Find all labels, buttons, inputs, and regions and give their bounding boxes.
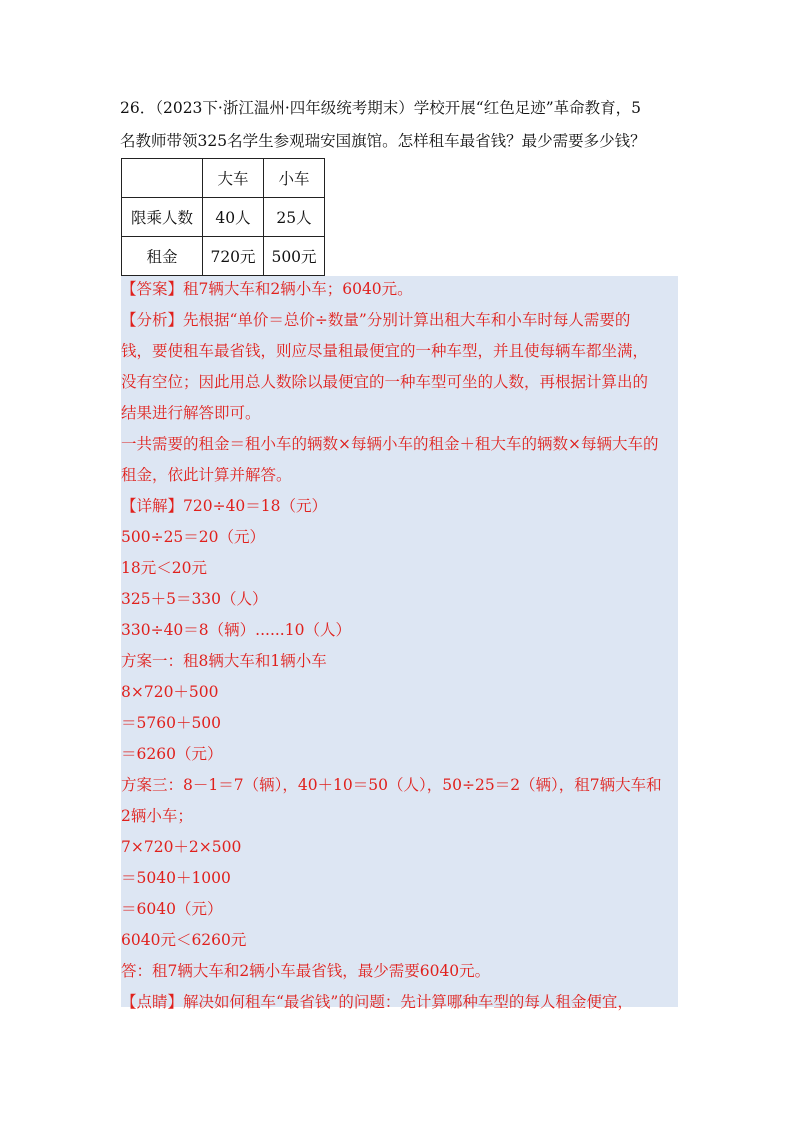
solution-line: 租金，依此计算并解答。 — [121, 466, 292, 484]
solution-line: 方案三：8－1＝7（辆），40＋10＝50（人），50÷25＝2（辆），租7辆大车和 — [121, 776, 662, 794]
solution-line: 【点睛】解决如何租车“最省钱”的问题：先计算哪种车型的每人租金便宜， — [121, 993, 633, 1011]
table-cell: 25人 — [264, 198, 325, 237]
table-cell: 限乘人数 — [122, 198, 203, 237]
solution-line: ＝5760＋500 — [121, 714, 222, 732]
solution-line: 结果进行解答即可。 — [121, 404, 261, 422]
solution-line: ＝6260（元） — [121, 745, 223, 763]
table-cell: 720元 — [203, 237, 264, 276]
question-line: 名教师带领325名学生参观瑞安国旗馆。怎样租车最省钱？最少需要多少钱？ — [120, 132, 646, 150]
solution-line: 330÷40＝8（辆）......10（人） — [121, 621, 351, 639]
table-row — [122, 237, 325, 276]
table-cell: 租金 — [122, 237, 203, 276]
solution-line: 钱，要使租车最省钱，则应尽量租最便宜的一种车型，并且使每辆车都坐满， — [121, 342, 649, 360]
table-cell: 40人 — [203, 198, 264, 237]
solution-line: 没有空位；因此用总人数除以最便宜的一种车型可坐的人数，再根据计算出的 — [121, 373, 649, 391]
solution-line: 8×720＋500 — [121, 683, 219, 701]
solution-line: 325＋5＝330（人） — [121, 590, 268, 608]
solution-line: 答：租7辆大车和2辆小车最省钱，最少需要6040元。 — [121, 962, 491, 980]
solution-line: 500÷25＝20（元） — [121, 528, 266, 546]
table-header-cell: 小车 — [264, 159, 325, 198]
table-header-cell — [122, 159, 203, 198]
solution-line: 【答案】租7辆大车和2辆小车；6040元。 — [121, 280, 413, 298]
table-cell: 500元 — [264, 237, 325, 276]
question-text — [120, 92, 690, 158]
solution-text — [121, 274, 691, 1018]
solution-line: 【详解】720÷40＝18（元） — [121, 497, 328, 515]
solution-line: ＝6040（元） — [121, 900, 223, 918]
table-row — [122, 198, 325, 237]
solution-line: 方案一：租8辆大车和1辆小车 — [121, 652, 327, 670]
solution-line: 一共需要的租金＝租小车的辆数×每辆小车的租金＋租大车的辆数×每辆大车的 — [121, 435, 659, 453]
table-header-cell: 大车 — [203, 159, 264, 198]
question-line: 26．（2023下·浙江温州·四年级统考期末）学校开展“红色足迹”革命教育，5 — [120, 99, 641, 117]
solution-line: 18元＜20元 — [121, 559, 207, 577]
solution-line: 【分析】先根据“单价＝总价÷数量”分别计算出租大车和小车时每人需要的 — [121, 311, 631, 329]
table-header-row — [122, 159, 325, 198]
solution-line: 7×720＋2×500 — [121, 838, 242, 856]
solution-line: ＝5040＋1000 — [121, 869, 231, 887]
solution-line: 6040元＜6260元 — [121, 931, 247, 949]
solution-line: 2辆小车； — [121, 807, 193, 825]
rental-table — [121, 158, 325, 276]
